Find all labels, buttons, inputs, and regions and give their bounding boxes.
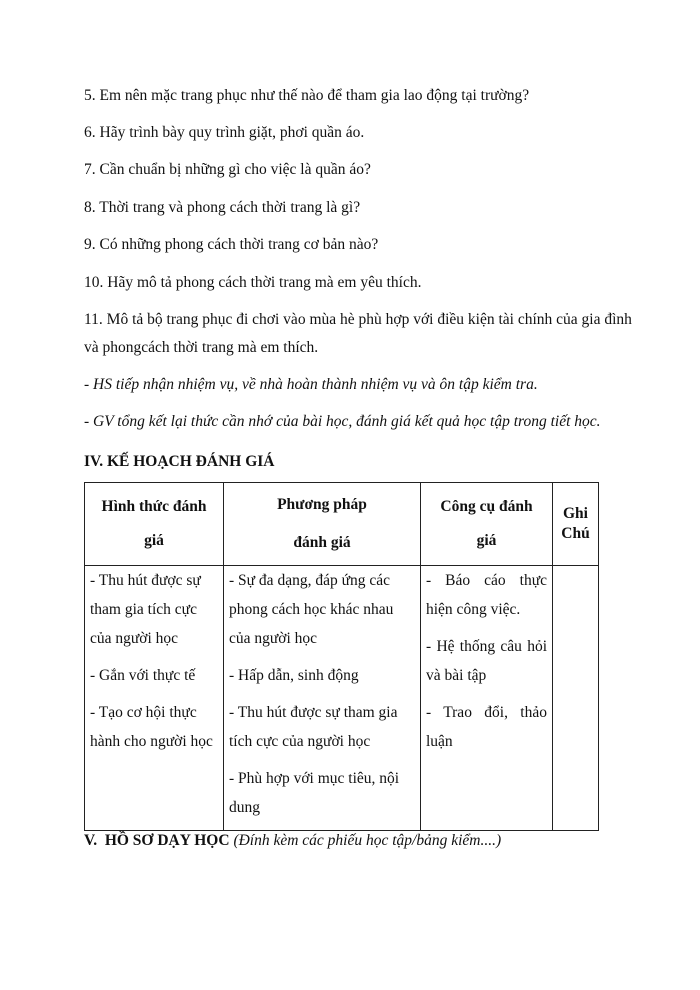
method-item: - Phù hợp với mục tiêu, nội dung <box>229 770 400 816</box>
tool-item: - Hệ thống câu hỏi và bài tập <box>426 638 547 684</box>
student-task-note: - HS tiếp nhận nhiệm vụ, về nhà hoàn thành nhiệm vụ và ôn tập kiểm tra. <box>84 376 538 393</box>
method-item: - Sự đa dạng, đáp ứng các phong cách học khác nhau của người học <box>229 572 394 647</box>
header-assessment-tool: Công cụ đánh giá <box>421 483 553 566</box>
question-9: 9. Có những phong cách thời trang cơ bản nào? <box>84 236 379 253</box>
method-item: - Hấp dẫn, sinh động <box>229 667 359 684</box>
question-6: 6. Hãy trình bày quy trình giặt, phơi quần áo. <box>84 124 365 141</box>
cell-assessment-tool <box>421 566 553 831</box>
cell-notes <box>553 566 599 831</box>
section-4-title: IV. KẾ HOẠCH ĐÁNH GIÁ <box>84 453 275 470</box>
header-assessment-form: Hình thức đánh giá <box>85 483 224 566</box>
table-row <box>85 566 599 831</box>
method-item: - Thu hút được sự tham gia tích cực của người học <box>229 704 398 750</box>
question-11: 11. Mô tả bộ trang phục đi chơi vào mùa hè phù hợp với điều kiện tài chính của gia đình và phongcách thời trang mà em thích. <box>84 311 632 356</box>
form-item: - Thu hút được sự tham gia tích cực của người học <box>90 572 201 647</box>
table-header-row <box>85 483 599 566</box>
section-5-subtitle: (Đính kèm các phiếu học tập/bảng kiểm....) <box>233 832 502 849</box>
teacher-summary-note: - GV tổng kết lại thức cần nhớ của bài học, đánh giá kết quả học tập trong tiết học. <box>84 413 601 430</box>
form-item: - Tạo cơ hội thực hành cho người học <box>90 704 213 750</box>
section-5-title: V. HỒ SƠ DẠY HỌC (Đính kèm các phiếu học tập/bảng kiểm....) <box>84 832 502 849</box>
form-item: - Gắn với thực tế <box>90 667 196 684</box>
tool-item: - Trao đổi, thảo luận <box>426 704 547 750</box>
question-5: 5. Em nên mặc trang phục như thế nào để tham gia lao động tại trường? <box>84 87 530 104</box>
question-7: 7. Cần chuẩn bị những gì cho việc là quần áo? <box>84 161 371 178</box>
header-assessment-method: Phương pháp đánh giá <box>224 483 421 566</box>
cell-assessment-method <box>224 566 421 831</box>
assessment-plan-table <box>84 482 599 831</box>
tool-item: - Báo cáo thực hiện công việc. <box>426 572 547 618</box>
question-10: 10. Hãy mô tả phong cách thời trang mà em yêu thích. <box>84 274 422 291</box>
header-notes: Ghi Chú <box>553 483 599 566</box>
cell-assessment-form <box>85 566 224 831</box>
question-8: 8. Thời trang và phong cách thời trang là gì? <box>84 199 361 216</box>
